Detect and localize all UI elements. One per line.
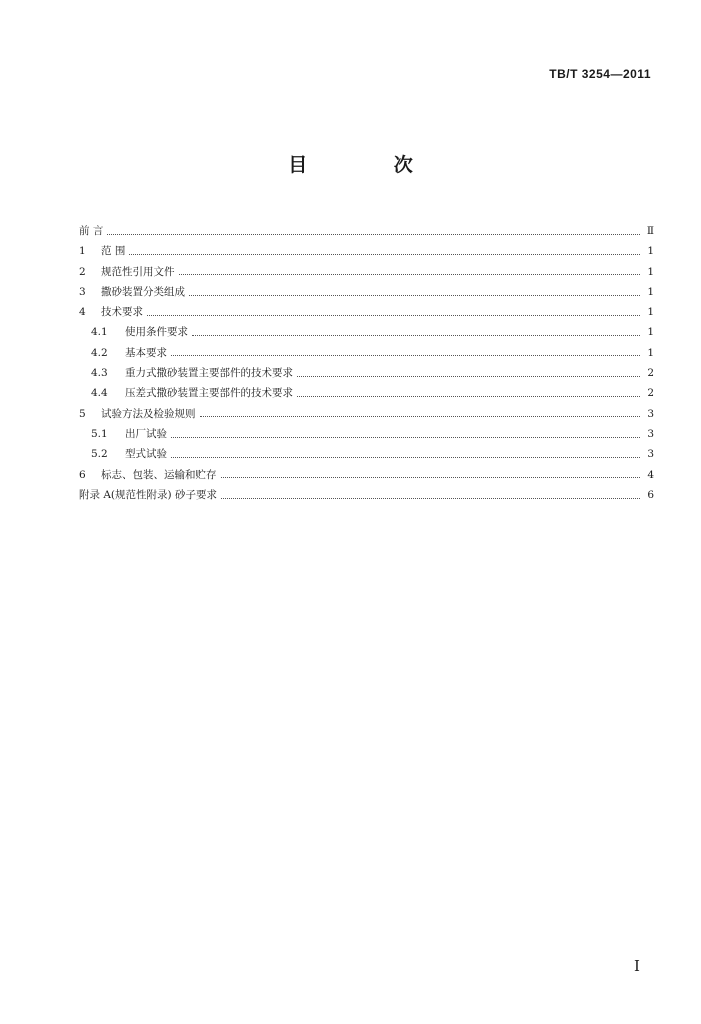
toc-entry-foreword[interactable] — [79, 221, 654, 241]
toc-entry-label: 撒砂装置分类组成 — [101, 285, 185, 298]
toc-entry-label: 重力式撒砂装置主要部件的技术要求 — [125, 367, 293, 380]
toc-leader-dots — [192, 335, 640, 336]
table-of-contents — [79, 221, 654, 505]
toc-entry-page: 1 — [647, 346, 654, 359]
toc-entry-label: 基本要求 — [125, 346, 167, 359]
toc-entry-page: 3 — [647, 427, 654, 440]
toc-entry-label: 前 言 — [79, 225, 104, 237]
toc-leader-dots — [189, 295, 640, 296]
toc-entry-label: 规范性引用文件 — [101, 265, 175, 278]
toc-entry-label: 附录 A(规范性附录) 砂子要求 — [79, 488, 217, 501]
toc-entry-5[interactable] — [79, 404, 654, 424]
toc-entry-number: 1 — [79, 245, 86, 258]
toc-entry-appendix-a[interactable] — [79, 485, 654, 505]
toc-entry-number: 5.1 — [91, 427, 108, 440]
toc-leader-dots — [171, 437, 640, 438]
toc-entry-number: 5 — [79, 407, 86, 420]
toc-entry-number: 4.4 — [91, 387, 108, 400]
toc-entry-3[interactable] — [79, 282, 654, 302]
toc-leader-dots — [297, 396, 640, 397]
toc-entry-4-4[interactable] — [79, 383, 654, 403]
toc-entry-page: 1 — [647, 265, 654, 278]
toc-leader-dots — [129, 254, 640, 255]
toc-entry-label: 标志、包装、运输和贮存 — [101, 468, 217, 481]
page-title: 目 次 — [288, 154, 453, 176]
toc-entry-label: 使用条件要求 — [125, 326, 188, 339]
toc-entry-number: 6 — [79, 468, 86, 481]
toc-entry-page: 1 — [647, 326, 654, 339]
toc-entry-4-1[interactable] — [79, 322, 654, 342]
toc-entry-page: 2 — [647, 367, 654, 380]
toc-entry-5-1[interactable] — [79, 424, 654, 444]
toc-entry-page: 3 — [647, 407, 654, 420]
toc-entry-2[interactable] — [79, 262, 654, 282]
page-number: I — [634, 957, 640, 975]
toc-entry-number: 4.2 — [91, 346, 108, 359]
toc-leader-dots — [107, 234, 640, 235]
toc-entry-page: 1 — [647, 285, 654, 298]
toc-leader-dots — [221, 477, 641, 478]
toc-entry-page: 1 — [647, 306, 654, 319]
toc-leader-dots — [221, 498, 640, 499]
toc-entry-label: 试验方法及检验规则 — [101, 407, 196, 420]
toc-leader-dots — [171, 457, 640, 458]
toc-entry-page: 3 — [647, 448, 654, 461]
toc-entry-page: Ⅱ — [646, 225, 654, 237]
toc-entry-label: 压差式撒砂装置主要部件的技术要求 — [125, 387, 293, 400]
toc-entry-page: 4 — [647, 468, 654, 481]
toc-entry-label: 出厂试验 — [125, 427, 167, 440]
toc-entry-5-2[interactable] — [79, 444, 654, 464]
toc-entry-page: 6 — [647, 488, 654, 501]
toc-entry-label: 型式试验 — [125, 448, 167, 461]
document-code: TB/T 3254—2011 — [549, 67, 651, 81]
toc-entry-4[interactable] — [79, 302, 654, 322]
toc-entry-6[interactable] — [79, 465, 654, 485]
toc-leader-dots — [147, 315, 640, 316]
toc-entry-label: 范 围 — [101, 245, 126, 258]
toc-entry-number: 4.3 — [91, 367, 108, 380]
toc-entry-4-3[interactable] — [79, 363, 654, 383]
toc-entry-number: 5.2 — [91, 448, 108, 461]
toc-entry-number: 4 — [79, 306, 86, 319]
toc-entry-label: 技术要求 — [101, 306, 143, 319]
toc-leader-dots — [179, 274, 641, 275]
toc-entry-page: 1 — [647, 245, 654, 258]
toc-entry-number: 3 — [79, 285, 86, 298]
toc-entry-number: 4.1 — [91, 326, 108, 339]
toc-entry-4-2[interactable] — [79, 343, 654, 363]
toc-entry-number: 2 — [79, 265, 86, 278]
toc-leader-dots — [297, 376, 640, 377]
toc-entry-1[interactable] — [79, 241, 654, 261]
toc-entry-page: 2 — [647, 387, 654, 400]
toc-leader-dots — [171, 355, 640, 356]
toc-leader-dots — [200, 416, 641, 417]
